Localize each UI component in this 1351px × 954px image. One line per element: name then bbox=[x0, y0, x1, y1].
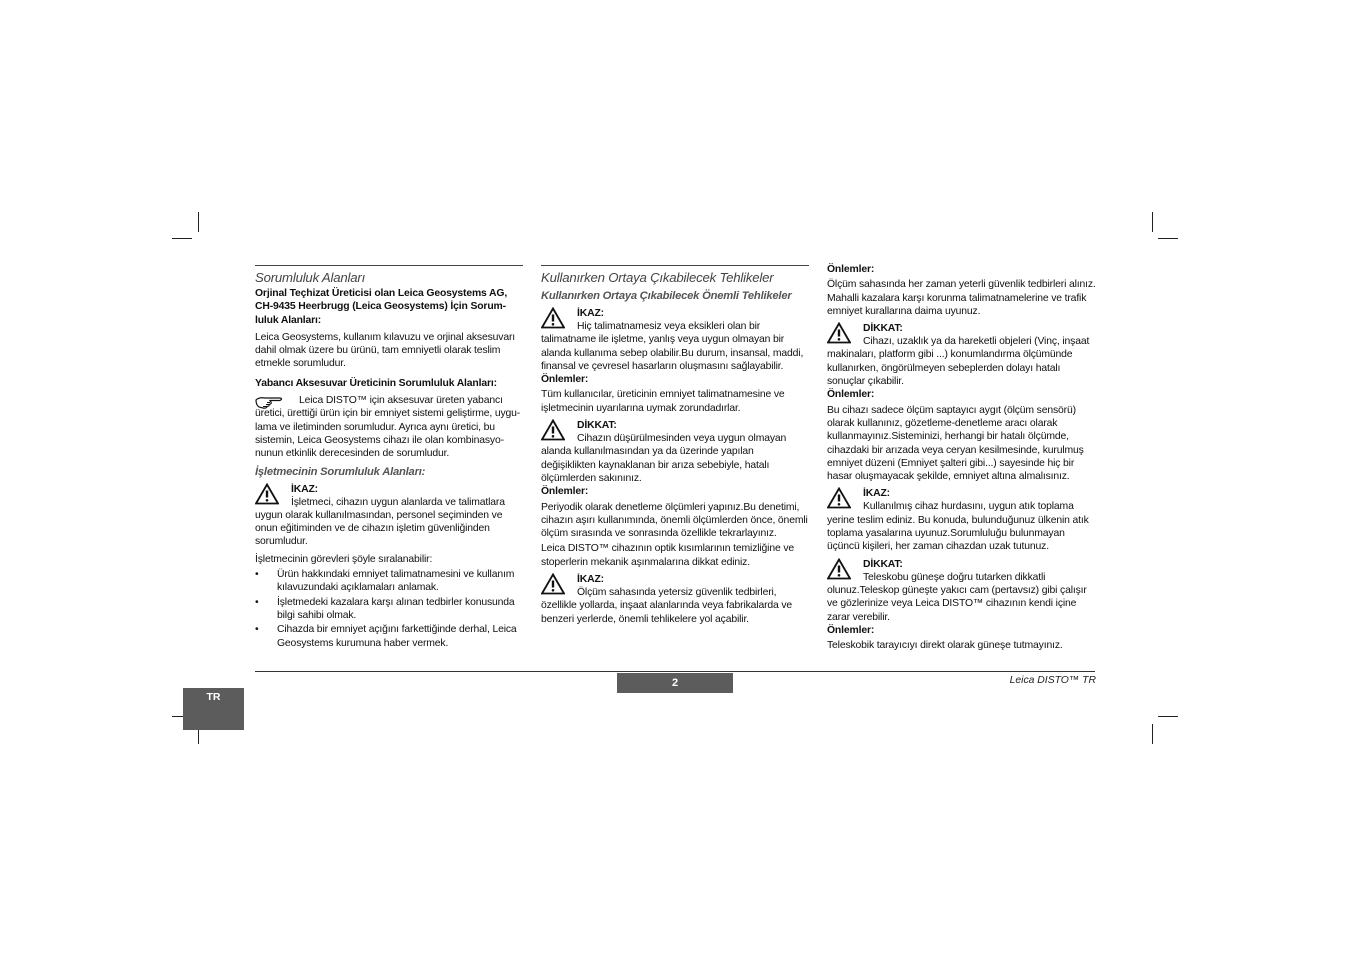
list-item: • Cihazda bir emniyet açığını farkettiğinde derhal, Leica Geosystems kurumuna haber vermek. bbox=[255, 623, 523, 650]
foreign-text-rest: üretici, ürettiği ürün için bir emniyet sistemi geliştirme, uygu-lama ve iletiminden sorumludur. Ayrıca aynı üretici, bu sistemin, Leica Geosystems cihazı ile olan kombinasyo-nunun etkinlik derecesinden de sorumludur. bbox=[255, 408, 521, 460]
warning-title: İKAZ: bbox=[291, 483, 318, 495]
warning-triangle-icon bbox=[541, 573, 565, 595]
caution-first: Teleskobu güneşe doğru tutarken dikkatli bbox=[863, 571, 1046, 583]
caution-first: Cihazı, uzaklık ya da hareketli objeleri (Vinç, inşaat bbox=[863, 336, 1090, 348]
warning-first: Kullanılmış cihaz hurdasını, uygun atık toplama bbox=[863, 501, 1074, 513]
warning-block bbox=[827, 487, 1097, 553]
crop-mark bbox=[1158, 716, 1178, 717]
foreign-text-first: Leica DISTO™ için aksesuvar üreten yabancı bbox=[299, 395, 503, 407]
column-2 bbox=[541, 265, 809, 626]
crop-mark bbox=[1158, 238, 1178, 239]
duties-intro: İşletmecinin görevleri şöyle sıralanabilir: bbox=[255, 553, 433, 565]
measures-label: Önlemler: bbox=[541, 374, 589, 386]
language-tab: TR bbox=[183, 688, 244, 730]
warning-block bbox=[541, 573, 809, 626]
caution-block bbox=[541, 419, 809, 485]
manufacturer-heading: Orjinal Teçhizat Üreticisi olan Leica Geosystems AG, CH-9435 Heerbrugg (Leica Geosystems) İçin Sorum-luluk Alanları: bbox=[255, 288, 508, 326]
warning-rest: özellikle yollarda, inşaat alanlarında veya fabrikalarda ve benzeri yerlerde, önemli tehlikelere yol açabilir. bbox=[541, 600, 793, 625]
measures-label: Önlemler: bbox=[541, 486, 589, 498]
manufacturer-text: Leica Geosystems, kullanım kılavuzu ve orjinal aksesuvarı dahil olmak üzere bu ürünü, tam emniyetli olarak teslim etmekle sorumludur. bbox=[255, 331, 515, 370]
measures-label: Önlemler: bbox=[827, 624, 875, 636]
crop-mark bbox=[172, 238, 192, 239]
caution-first: Cihazın düşürülmesinden veya uygun olmayan bbox=[577, 433, 787, 445]
warning-triangle-icon bbox=[827, 322, 851, 344]
caution-title: DİKKAT: bbox=[863, 558, 903, 570]
warning-block bbox=[541, 307, 809, 373]
measures-text: Bu cihazı sadece ölçüm saptayıcı aygıt (ölçüm sensörü) olarak kullanınız, gözetleme-denetleme aracı olarak kullanmayınız.Sisteminizi, herhangi bir hatalı ölçümde, cihazdaki bir arızada veya ceryan kesilmesinde, kurulmuş emniyet düzeni (Emniyet şalteri gibi...) sayesinde hiç bir hasar oluşmayacak şekilde, emniyet altına almalısınız. bbox=[827, 404, 1084, 483]
crop-mark bbox=[1152, 724, 1153, 744]
measures-text: Teleskobik tarayıcıyı direkt olarak güneşe tutmayınız. bbox=[827, 640, 1063, 652]
measures-label: Önlemler: bbox=[827, 264, 875, 275]
section-rule bbox=[541, 265, 809, 266]
footer-rule bbox=[255, 671, 1095, 672]
note-block bbox=[255, 394, 523, 460]
caution-block bbox=[827, 322, 1097, 388]
list-item: • İşletmedeki kazalara karşı alınan tedbirler konusunda bilgi sahibi olmak. bbox=[255, 596, 523, 623]
warning-first: Ölçüm sahasında yetersiz güvenlik tedbirleri, bbox=[577, 587, 777, 599]
measures-text: Tüm kullanıcılar, üreticinin emniyet talimatnamesine ve işletmecinin uyarılarına uymak zorundadırlar. bbox=[541, 389, 785, 414]
duties-list bbox=[255, 568, 523, 650]
warning-triangle-icon bbox=[541, 307, 565, 329]
warning-rest: talimatname ile işletme, yanlış veya uygun olmayan bir alanda kullanıma sebep olabilir.Bu durum, insansal, maddi, finansal ve çevresel hasarların oluşmasını sağlayabilir. bbox=[541, 334, 804, 372]
warning-triangle-icon bbox=[255, 483, 279, 505]
caution-rest: olunuz.Teleskop güneşte yakıcı cam (pertavsız) gibi çalışır ve gözlerinize veya Leica DISTO™ cihazının kendi içine zarar verebilir. bbox=[827, 584, 1087, 623]
warning-first: Hiç talimatnamesiz veya eksikleri olan bir bbox=[577, 321, 761, 332]
operator-heading: İşletmecinin Sorumluluk Alanları: bbox=[255, 465, 426, 478]
section-title: Sorumluluk Alanları bbox=[255, 270, 366, 285]
warning-rest: yerine teslim ediniz. Bu konuda, bulunduğunuz ülkenin atık toplama yasalarına uyunuz.Sorumluluğu bulunmayan üçüncü kişileri, her zaman cihazdan uzak tutunuz. bbox=[827, 514, 1089, 553]
caution-rest: makinaları, platform gibi ...) konumlandırma ölçümünde kullanırken, öngörülmeyen sebeplerden dolayı hatalı sonuçlar çıkabilir. bbox=[827, 349, 1073, 388]
warning-title: İKAZ: bbox=[863, 488, 890, 500]
warning-triangle-icon bbox=[827, 487, 851, 509]
warning-triangle-icon bbox=[541, 419, 565, 441]
measures-text: Leica DISTO™ cihazının optik kısımlarının temizliğine ve stoperlerin mekanik aşınmalarına dikkat ediniz. bbox=[541, 543, 795, 568]
measures-label: Önlemler: bbox=[827, 389, 875, 401]
measures-text: Periyodik olarak denetleme ölçümleri yapınız.Bu denetimi, cihazın aşırı kullanımında, önemli ölçümlerden önce, önemli ölçüm sırasında ve sonrasında özellikle tekrarlayınız. bbox=[541, 501, 808, 540]
page-number: 2 bbox=[617, 673, 733, 693]
caution-title: DİKKAT: bbox=[863, 323, 903, 335]
column-1 bbox=[255, 265, 523, 651]
warning-first: İşletmeci, cihazın uygun alanlarda ve talimatlara bbox=[291, 496, 505, 508]
section-title: Kullanırken Ortaya Çıkabilecek Tehlikeler bbox=[541, 270, 774, 285]
warning-block bbox=[255, 483, 523, 549]
footer-brand: Leica DISTO™ TR bbox=[1009, 675, 1096, 686]
crop-mark bbox=[198, 212, 199, 232]
caution-title: DİKKAT: bbox=[577, 420, 617, 432]
crop-mark bbox=[1152, 212, 1153, 232]
column-3 bbox=[827, 263, 1097, 654]
foreign-heading: Yabancı Aksesuvar Üreticinin Sorumluluk Alanları: bbox=[255, 377, 497, 389]
list-item: • Ürün hakkındaki emniyet talimatnamesini ve kullanım kılavuzundaki açıklamaları anlamak. bbox=[255, 568, 523, 595]
measures-text: Ölçüm sahasında her zaman yeterli güvenlik tedbirleri alınız. Mahalli kazalara karşı korunma talimatnamelerine ve trafik emniyet kurallarına daima uyunuz. bbox=[827, 279, 1096, 317]
warning-title: İKAZ: bbox=[577, 574, 604, 586]
section-subtitle: Kullanırken Ortaya Çıkabilecek Önemli Tehlikeler bbox=[541, 290, 792, 302]
warning-triangle-icon bbox=[827, 558, 851, 580]
section-rule bbox=[255, 265, 523, 266]
caution-block bbox=[827, 558, 1097, 624]
caution-rest: alanda kullanılmasından ya da üzerinde yapılan değişiklikten kaynaklanan bir arıza sebebiyle, hatalı ölçümlerden sakınınız. bbox=[541, 446, 770, 484]
warning-rest: uygun olarak kullanılmasından, personel seçiminden ve onun eğitiminden ve de cihazın işletim güvenliğinden sorumludur. bbox=[255, 509, 503, 548]
pointing-hand-icon bbox=[255, 394, 285, 410]
warning-title: İKAZ: bbox=[577, 308, 604, 319]
